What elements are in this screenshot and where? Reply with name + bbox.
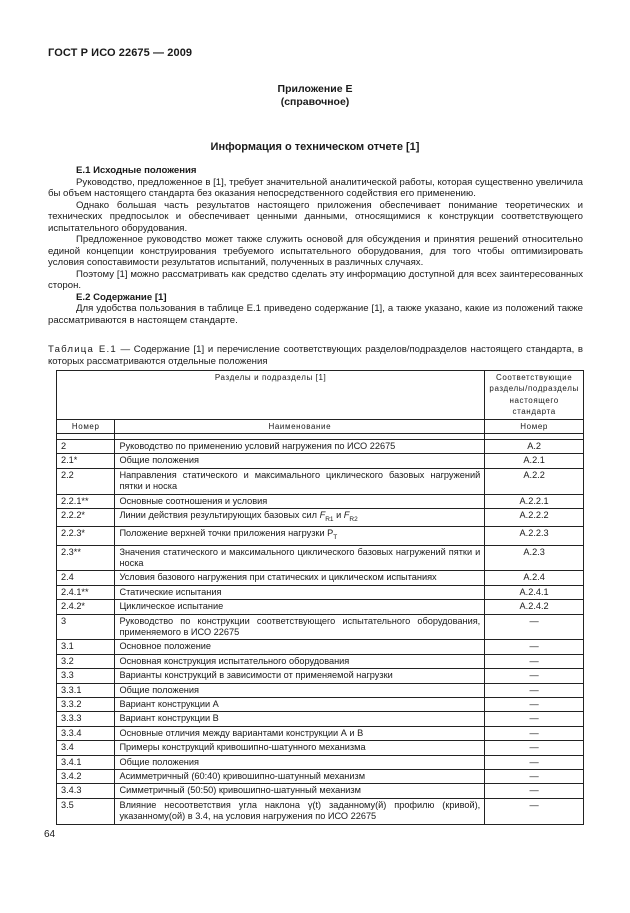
row-name: Асимметричный (60:40) кривошипно-шатунный механизм — [115, 770, 485, 784]
row-name: Циклическое испытание — [115, 600, 485, 614]
table-row — [57, 614, 584, 640]
row-reference: А.2.2.1 — [485, 494, 584, 508]
table-row — [57, 654, 584, 668]
row-name-text: Положение верхней точки приложения нагрузки — [119, 528, 328, 539]
row-reference: — — [485, 798, 584, 824]
row-name: Основная конструкция испытательного оборудования — [115, 654, 485, 668]
table-row — [57, 440, 584, 454]
row-number: 2 — [57, 440, 115, 454]
e1-heading: Е.1 Исходные положения — [76, 165, 197, 176]
row-reference: А.2.2.3 — [485, 527, 584, 545]
row-reference: А.2.4.2 — [485, 600, 584, 614]
row-name-text: Линии действия результирующих базовых сил — [119, 510, 320, 521]
row-reference: — — [485, 654, 584, 668]
table-row — [57, 784, 584, 798]
row-name: Значения статического и максимального циклического базовых нагружений пятки и носка — [115, 545, 485, 571]
row-name: Основные соотношения и условия — [115, 494, 485, 508]
row-name: Статические испытания — [115, 585, 485, 599]
table-row — [57, 798, 584, 824]
table-row — [57, 545, 584, 571]
row-reference: А.2.2.2 — [485, 509, 584, 527]
row-number: 3.3.4 — [57, 726, 115, 740]
row-reference: — — [485, 669, 584, 683]
row-number: 2.4 — [57, 571, 115, 585]
row-number: 3.2 — [57, 654, 115, 668]
row-number: 3.3.2 — [57, 698, 115, 712]
table-row — [57, 755, 584, 769]
row-reference: — — [485, 726, 584, 740]
row-name: Основное положение — [115, 640, 485, 654]
row-reference: А.2.1 — [485, 454, 584, 468]
row-name: Вариант конструкции А — [115, 698, 485, 712]
row-reference: — — [485, 640, 584, 654]
row-number: 3.5 — [57, 798, 115, 824]
header-number-2: Номер — [485, 419, 584, 433]
table-row — [57, 571, 584, 585]
row-name: Примеры конструкций кривошипно-шатунного механизма — [115, 741, 485, 755]
row-name-text: и — [333, 510, 344, 521]
header-sections: Разделы и подразделы [1] — [57, 371, 485, 420]
header-name: Наименование — [115, 419, 485, 433]
row-reference: А.2.4 — [485, 571, 584, 585]
row-name — [115, 527, 485, 545]
row-name: Основные отличия между вариантами конструкции А и В — [115, 726, 485, 740]
row-number: 3.3.1 — [57, 683, 115, 697]
row-number: 2.2.3* — [57, 527, 115, 545]
table-row — [57, 585, 584, 599]
table-row — [57, 712, 584, 726]
row-name: Направления статического и максимального циклического базовых нагружений пятки и носка — [115, 468, 485, 494]
table-row — [57, 468, 584, 494]
e2-heading: Е.2 Содержание [1] — [76, 291, 167, 303]
row-reference: — — [485, 683, 584, 697]
body-text — [48, 165, 583, 326]
row-reference: А.2.2 — [485, 468, 584, 494]
document-header: ГОСТ Р ИСО 22675 — 2009 — [48, 47, 193, 59]
row-number: 2.1* — [57, 454, 115, 468]
e2-paragraph-1: Для удобства пользования в таблице Е.1 приведено содержание [1], а также указано, какие из положений также рассматриваются в настоящем стандарте. — [48, 303, 583, 326]
row-number: 2.2 — [57, 468, 115, 494]
force-subscript: R1 — [325, 515, 334, 523]
table-row — [57, 698, 584, 712]
table-row — [57, 527, 584, 545]
row-name: Симметричный (50:50) кривошипно-шатунный механизм — [115, 784, 485, 798]
force-symbol: F — [319, 510, 326, 521]
e1-paragraph-3: Предложенное руководство может также служить основой для обсуждения и принятия решений относительно единой концепции конструирования требуемого испытательного оборудования, для того чтобы оптимизировать условия сопоставимости результатов испытаний, полученных в различных случаях. — [48, 234, 583, 268]
contents-table — [56, 370, 584, 825]
table-row — [57, 640, 584, 654]
page-number: 64 — [44, 829, 56, 840]
point-symbol: P — [327, 528, 334, 539]
row-number: 3.4.2 — [57, 770, 115, 784]
annex-note: (справочное) — [280, 96, 350, 108]
header-corresponding: Соответствующие разделы/подразделы настоящего стандарта — [485, 371, 584, 420]
table-row — [57, 741, 584, 755]
row-number: 3.4 — [57, 741, 115, 755]
row-number: 3.4.3 — [57, 784, 115, 798]
table-row — [57, 770, 584, 784]
point-subscript: T — [333, 534, 338, 542]
force-subscript: R2 — [349, 515, 358, 523]
row-reference: — — [485, 741, 584, 755]
e1-paragraph-4: Поэтому [1] можно рассматривать как средство сделать эту информацию доступной для всех заинтересованных сторон. — [48, 268, 583, 291]
table-caption-text: — Содержание [1] и перечисление соответствующих разделов/подразделов настоящего стандарта, в которых рассматриваются отдельные положения — [48, 344, 583, 367]
table-row — [57, 509, 584, 527]
row-reference: — — [485, 784, 584, 798]
force-symbol: F — [343, 510, 350, 521]
row-number: 2.3** — [57, 545, 115, 571]
row-number: 3.3 — [57, 669, 115, 683]
row-number: 2.4.1** — [57, 585, 115, 599]
row-reference: — — [485, 712, 584, 726]
table-row — [57, 669, 584, 683]
row-reference: — — [485, 698, 584, 712]
row-name: Руководство по применению условий нагружения по ИСО 22675 — [115, 440, 485, 454]
row-number: 2.2.1** — [57, 494, 115, 508]
row-reference: А.2.3 — [485, 545, 584, 571]
row-reference: А.2.4.1 — [485, 585, 584, 599]
row-name — [115, 509, 485, 527]
row-reference: — — [485, 755, 584, 769]
row-reference: — — [485, 770, 584, 784]
row-name: Общие положения — [115, 454, 485, 468]
table-row — [57, 454, 584, 468]
row-reference: А.2 — [485, 440, 584, 454]
row-name: Вариант конструкции В — [115, 712, 485, 726]
row-name: Влияние несоответствия угла наклона γ(t) заданному(й) профилю (кривой), указанному(ой) в 3.4, на условия нагружения по ИСО 22675 — [115, 798, 485, 824]
row-number: 3.4.1 — [57, 755, 115, 769]
row-number: 3 — [57, 614, 115, 640]
row-name: Варианты конструкций в зависимости от применяемой нагрузки — [115, 669, 485, 683]
table-row — [57, 494, 584, 508]
row-number: 2.2.2* — [57, 509, 115, 527]
row-number: 2.4.2* — [57, 600, 115, 614]
annex-title: Приложение Е — [277, 83, 353, 95]
table-row — [57, 683, 584, 697]
row-number: 3.1 — [57, 640, 115, 654]
row-reference: — — [485, 614, 584, 640]
row-name: Общие положения — [115, 683, 485, 697]
e1-paragraph-1: Руководство, предложенное в [1], требует значительной аналитической работы, которая существенно увеличила бы объем настоящего стандарта без оказания непосредственного содействия его применению. — [48, 176, 583, 199]
table-row — [57, 600, 584, 614]
row-name: Условия базового нагружения при статических и циклическом испытаниях — [115, 571, 485, 585]
table-caption — [48, 344, 583, 367]
row-number: 3.3.3 — [57, 712, 115, 726]
table-caption-lead: Таблица Е.1 — [48, 344, 117, 355]
header-number: Номер — [57, 419, 115, 433]
section-title: Информация о техническом отчете [1] — [210, 141, 420, 153]
table-row — [57, 726, 584, 740]
row-name: Руководство по конструкции соответствующего испытательного оборудования, применяемого в ИСО 22675 — [115, 614, 485, 640]
row-name: Общие положения — [115, 755, 485, 769]
e1-paragraph-2: Однако большая часть результатов настоящего приложения обеспечивает понимание теоретических и технических предпосылок и обеспечивает ценными данными, относящимися к конструкции соответствующего испытательного оборудования. — [48, 199, 583, 234]
